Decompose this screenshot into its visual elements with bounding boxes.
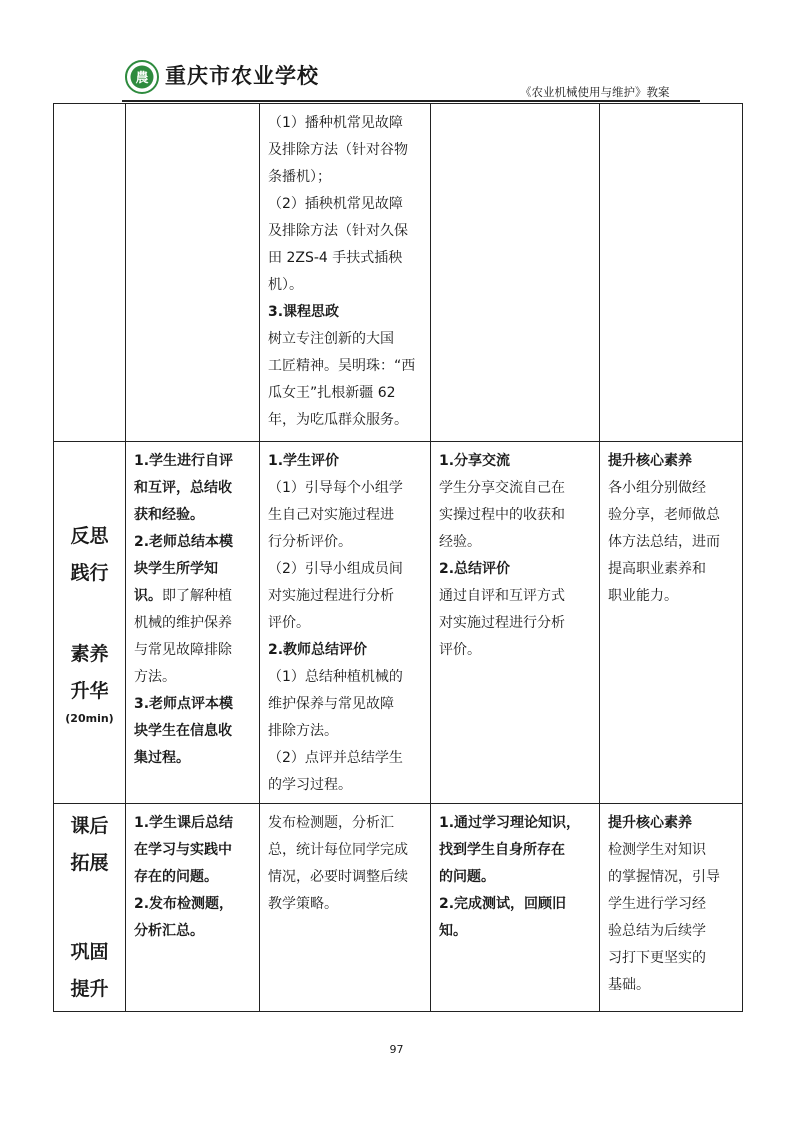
cell-student-empty xyxy=(431,104,600,442)
text-normal: 即了解种植 xyxy=(162,588,232,604)
text-line: 和互评，总结收 xyxy=(134,480,232,496)
cell-content xyxy=(260,442,431,804)
text-line: 经验。 xyxy=(439,534,481,550)
text-line: 体方法总结，进而 xyxy=(608,534,720,550)
page-header xyxy=(0,0,793,104)
text-line: 机）。 xyxy=(268,277,303,293)
text-bold: 识。 xyxy=(134,588,162,604)
course-title: 《农业机械使用与维护》教案 xyxy=(520,85,670,99)
text-line: 分析汇总。 xyxy=(134,923,204,939)
section-heading: 1.学生评价 xyxy=(268,453,340,469)
cell-teacher-activity xyxy=(126,442,260,804)
text-line: 3.老师点评本模 xyxy=(134,696,234,712)
text-line: （1）引导每个小组学 xyxy=(268,480,403,496)
category-label: 拓展 xyxy=(70,851,109,874)
text-line: 条播机）； xyxy=(268,169,331,185)
section-heading: 2.教师总结评价 xyxy=(268,642,368,658)
school-logo-icon xyxy=(125,60,159,94)
cell-design-intent xyxy=(600,804,743,1012)
text-line: 的问题。 xyxy=(439,869,495,885)
text-line: 块学生所学知 xyxy=(134,561,218,577)
text-line: 机械的维护保养 xyxy=(134,615,232,631)
text-line: 习打下更坚实的 xyxy=(608,950,706,966)
cell-content xyxy=(260,104,431,442)
text-line: 检测学生对知识 xyxy=(608,842,706,858)
text-line: 情况，必要时调整后续 xyxy=(268,869,408,885)
cell-category-extension xyxy=(54,804,126,1012)
section-heading: 1.分享交流 xyxy=(439,453,511,469)
text-line: 块学生在信息收 xyxy=(134,723,232,739)
category-label: 巩固 xyxy=(70,940,109,963)
category-label: 素养 xyxy=(70,642,109,665)
text-line: 发布检测题，分析汇 xyxy=(268,815,394,831)
text-line: 对实施过程进行分析 xyxy=(268,588,394,604)
category-label: 践行 xyxy=(70,561,109,584)
text-line: 提高职业素养和 xyxy=(608,561,706,577)
text-line: 1.通过学习理论知识， xyxy=(439,815,581,831)
text-line: 2.老师总结本模 xyxy=(134,534,234,550)
cell-category-empty xyxy=(54,104,126,442)
text-line: 基础。 xyxy=(608,977,650,993)
text-line: （1）播种机常见故障 xyxy=(268,115,403,131)
text-line: 实操过程中的收获和 xyxy=(439,507,565,523)
text-line: 1.学生课后总结 xyxy=(134,815,234,831)
text-line: 各小组分别做经 xyxy=(608,480,706,496)
text-line: 评价。 xyxy=(268,615,310,631)
text-line: 学生进行学习经 xyxy=(608,896,706,912)
text-line: 获和经验。 xyxy=(134,507,204,523)
text-line: 树立专注创新的大国 xyxy=(268,331,394,347)
section-heading: 2.总结评价 xyxy=(439,561,511,577)
table-row-extension xyxy=(54,804,743,1012)
cell-student-activity xyxy=(431,442,600,804)
category-label: 升华 xyxy=(70,679,109,702)
text-line: 对实施过程进行分析 xyxy=(439,615,565,631)
cell-category-reflection xyxy=(54,442,126,804)
text-line: 验总结为后续学 xyxy=(608,923,706,939)
text-line: 教学策略。 xyxy=(268,896,338,912)
section-heading: 提升核心素养 xyxy=(608,453,692,469)
text-line: 年，为吃瓜群众服务。 xyxy=(268,412,408,428)
text-line: 知。 xyxy=(439,923,467,939)
text-line: 行分析评价。 xyxy=(268,534,352,550)
text-line: 的掌握情况，引导 xyxy=(608,869,720,885)
cell-design-intent xyxy=(600,442,743,804)
text-line: 与常见故障排除 xyxy=(134,642,232,658)
text-line: 排除方法。 xyxy=(268,723,338,739)
cell-teacher-activity xyxy=(126,804,260,1012)
category-label: 反思 xyxy=(70,524,109,547)
text-line: 职业能力。 xyxy=(608,588,678,604)
table-row-continuation xyxy=(54,104,743,442)
text-line: 的学习过程。 xyxy=(268,777,352,793)
text-line: 维护保养与常见故障 xyxy=(268,696,394,712)
text-line: 1.学生进行自评 xyxy=(134,453,234,469)
text-line: 验分享，老师做总 xyxy=(608,507,720,523)
category-duration: (20min) xyxy=(65,711,114,725)
cell-student-activity xyxy=(431,804,600,1012)
text-line: （1）总结种植机械的 xyxy=(268,669,403,685)
header-rule xyxy=(122,100,700,102)
lesson-plan-table xyxy=(53,103,743,1012)
category-label: 提升 xyxy=(70,977,109,1000)
text-line: 总，统计每位同学完成 xyxy=(268,842,408,858)
text-line: （2）引导小组成员间 xyxy=(268,561,403,577)
category-label: 课后 xyxy=(70,814,109,837)
text-line: 学生分享交流自己在 xyxy=(439,480,565,496)
text-line: （2）点评并总结学生 xyxy=(268,750,403,766)
text-line: 方法。 xyxy=(134,669,176,685)
text-line: 找到学生自身所存在 xyxy=(439,842,565,858)
text-line: 2.完成测试，回顾旧 xyxy=(439,896,567,912)
cell-teacher-empty xyxy=(126,104,260,442)
table-row-reflection xyxy=(54,442,743,804)
text-line: 通过自评和互评方式 xyxy=(439,588,565,604)
text-line: 在学习与实践中 xyxy=(134,842,232,858)
page-number: 97 xyxy=(389,1043,404,1056)
text-line: 工匠精神。吴明珠：“西 xyxy=(268,358,416,374)
text-line: 集过程。 xyxy=(134,750,190,766)
text-line xyxy=(134,583,251,610)
text-line: 及排除方法（针对久保 xyxy=(268,223,408,239)
section-heading: 3.课程思政 xyxy=(268,304,340,320)
text-line: 瓜女王”扎根新疆 62 xyxy=(268,385,396,401)
section-heading: 提升核心素养 xyxy=(608,815,692,831)
cell-content xyxy=(260,804,431,1012)
text-line: 生自己对实施过程进 xyxy=(268,507,394,523)
logo-glyph: 農 xyxy=(135,71,149,86)
text-line: 及排除方法（针对谷物 xyxy=(268,142,408,158)
text-line: （2）插秧机常见故障 xyxy=(268,196,403,212)
text-line: 田 2ZS-4 手扶式插秧 xyxy=(268,250,403,266)
text-line: 存在的问题。 xyxy=(134,869,218,885)
school-name: 重庆市农业学校 xyxy=(165,63,319,88)
text-line: 评价。 xyxy=(439,642,481,658)
text-line: 2.发布检测题， xyxy=(134,896,234,912)
cell-intent-empty xyxy=(600,104,743,442)
